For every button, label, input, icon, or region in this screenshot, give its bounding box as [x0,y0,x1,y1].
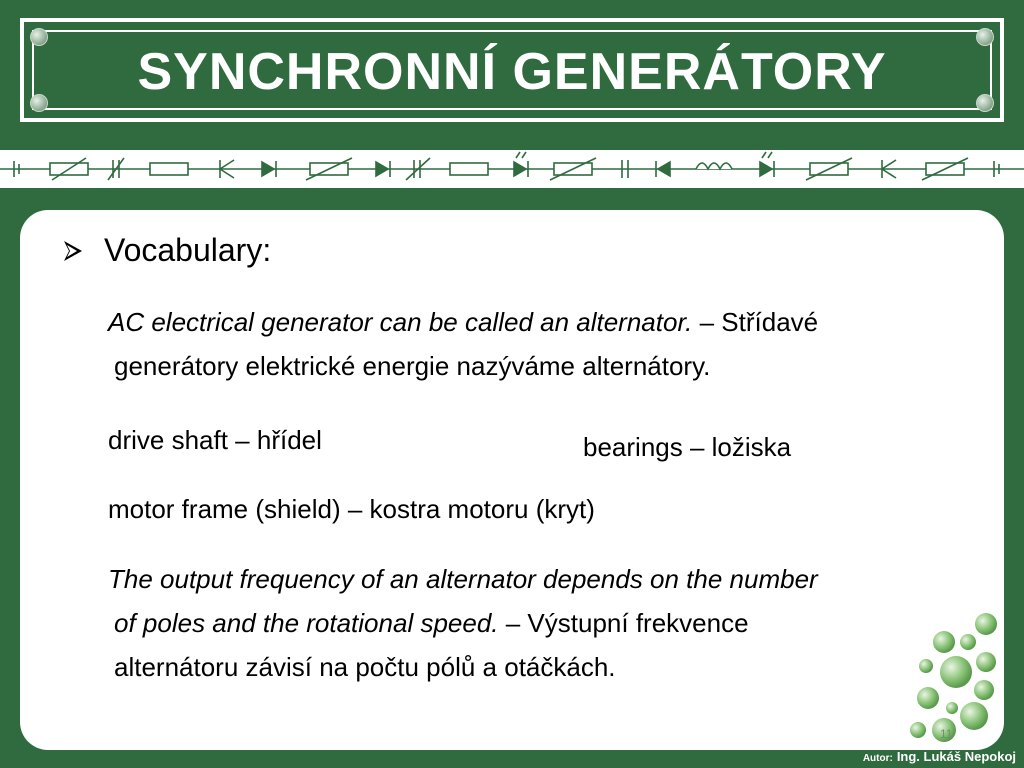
definition-paragraph [108,300,988,388]
arrow-bullet-icon [60,238,86,264]
rivet-icon [30,28,48,46]
slide-number: 11 [940,727,953,741]
decorative-bubbles-icon [908,612,1018,752]
circuit-symbols-icon [0,150,1024,188]
author-credit [863,749,1016,764]
slide-title: SYNCHRONNÍ GENERÁTORY [137,43,887,101]
circuit-symbols-band [0,150,1024,188]
frequency-paragraph [108,557,988,689]
term-bearings: bearings – ložiska [583,432,792,462]
rivet-icon [976,28,994,46]
frequency-english-line2: of poles and the rotational speed. – Výstupní frekvence [114,608,749,638]
definition-english: AC electrical generator can be called an alternator. – Střídavé [108,307,819,337]
bullet-label: Vocabulary: [104,232,272,268]
author-name: Ing. Lukáš Nepokoj [896,749,1016,764]
frequency-czech: alternátoru závisí na počtu pólů a otáčkách. [114,652,616,682]
title-frame [20,18,1004,122]
author-label: Autor: [862,753,893,764]
term-drive-shaft: drive shaft – hřídel [108,425,322,455]
term-motor-frame: motor frame (shield) – kostra motoru (kryt) [108,494,595,524]
content-panel [20,210,1004,750]
rivet-icon [30,94,48,112]
frequency-english-line1: The output frequency of an alternator depends on the number [108,564,818,594]
bullet-item [60,232,271,269]
rivet-icon [976,94,994,112]
definition-czech: generátory elektrické energie nazýváme alternátory. [114,351,711,381]
